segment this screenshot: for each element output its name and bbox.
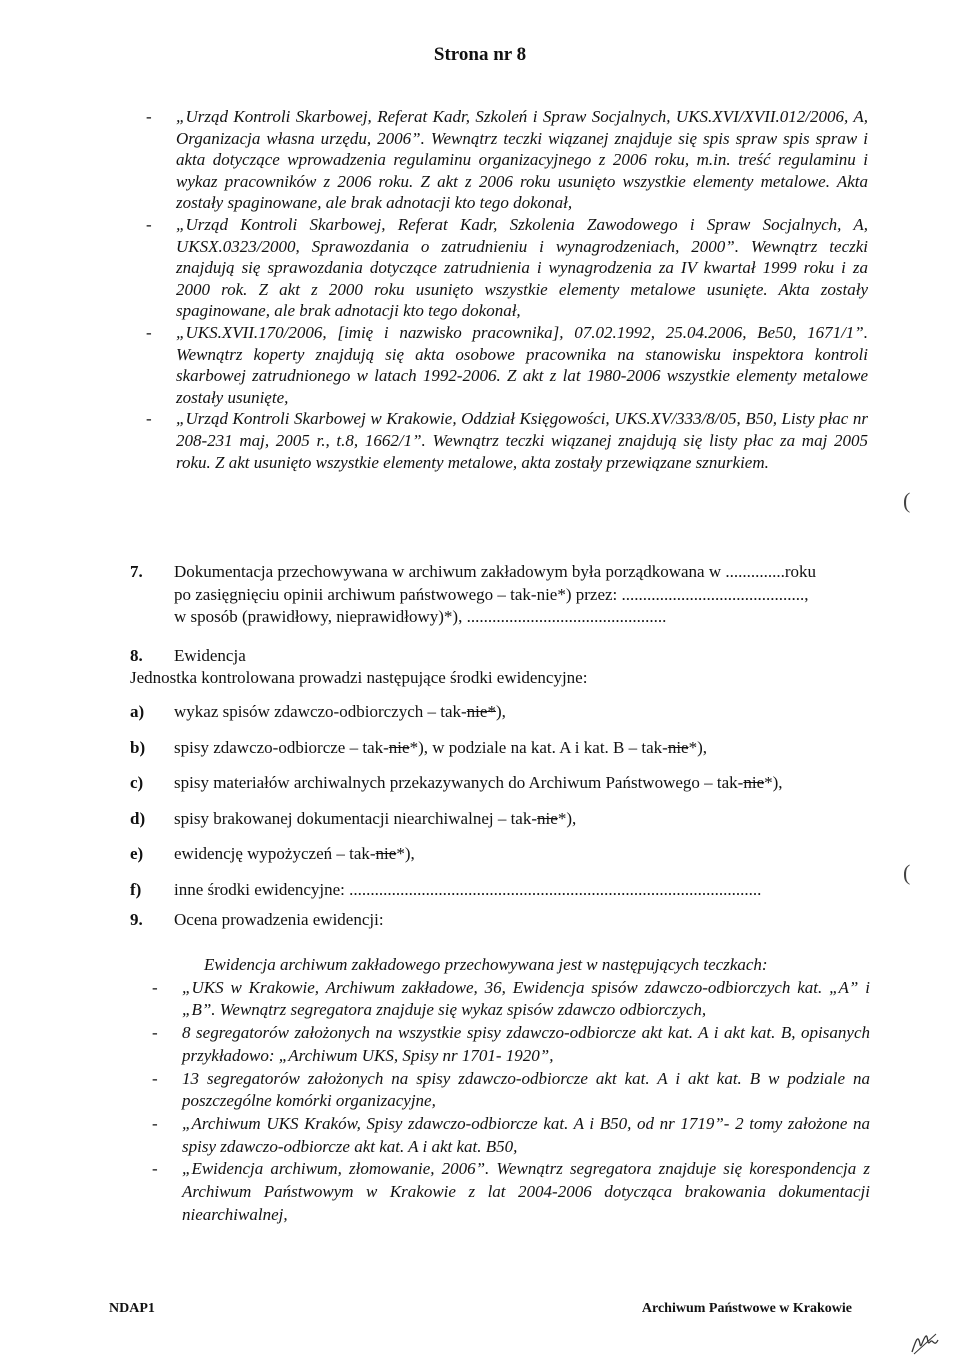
section-7-line-2: po zasięgnięciu opinii archiwum państwowego – tak-nie*) przez: ..........................................., bbox=[174, 584, 809, 604]
item-letter: e) bbox=[130, 844, 144, 864]
list-item-text: 13 segregatorów założonych na spisy zdawczo-odbiorcze akt kat. A i akt kat. B w podziale na poszczególne komórki organizacyjne, bbox=[182, 1068, 870, 1111]
item-text: inne środki ewidencyjne: ................................................................................................. bbox=[174, 879, 762, 899]
struck-text: nie* bbox=[466, 702, 496, 721]
list-item bbox=[138, 214, 868, 322]
list-item-text: „UKS w Krakowie, Archiwum zakładowe, 36, Ewidencja spisów zdawczo-odbiorczych kat. „A” i „B”. Wewnątrz segregatora znajduje się wykaz spisów zdawczo odbiorczych, bbox=[182, 977, 870, 1020]
struck-text: nie bbox=[667, 737, 689, 757]
section-number: 7. bbox=[130, 562, 143, 581]
page-number-title: Strona nr 8 bbox=[433, 44, 527, 65]
item-text: spisy materiałów archiwalnych przekazywanych do Archiwum Państwowego – tak- bbox=[174, 773, 744, 793]
list-item bbox=[138, 322, 868, 408]
records-list bbox=[130, 977, 870, 1227]
item-tail: *), bbox=[688, 737, 708, 757]
margin-bracket-mark: ( bbox=[903, 860, 911, 885]
list-dash: - bbox=[146, 107, 152, 126]
list-item bbox=[130, 808, 870, 844]
item-text: wykaz spisów zdawczo-odbiorczych – tak- bbox=[174, 702, 467, 721]
section-title: Ocena prowadzenia ewidencji: bbox=[174, 910, 384, 929]
section-number: 9. bbox=[130, 910, 143, 929]
list-item bbox=[130, 701, 870, 737]
footer-institution: Archiwum Państwowe w Krakowie bbox=[641, 1301, 852, 1316]
list-item bbox=[130, 772, 870, 808]
item-tail: *), bbox=[764, 773, 783, 793]
item-text: spisy brakowanej dokumentacji niearchiwalnej – tak- bbox=[174, 808, 538, 828]
list-dash: - bbox=[146, 214, 152, 234]
item-tail: *), bbox=[396, 844, 415, 864]
list-item bbox=[130, 977, 870, 1022]
list-item bbox=[130, 1113, 870, 1158]
footer-form-code: NDAP1 bbox=[109, 1301, 155, 1316]
struck-text: nie bbox=[743, 773, 765, 793]
list-item-text: „Urząd Kontroli Skarbowej, Referat Kadr, Szkolenia Zawodowego i Spraw Socjalnych, A, UKSX.0323/2000, Sprawozdania o zatrudnieniu i wynagrodzeniach, 2000”. Wewnątrz teczki znajdują się sprawozdania dotyczące zatrudnienia i wynagrodzenia za IV kwartał 1999 roku i za 2000 rok. Z akt z 2000 roku usunięto wszystkie elementy metalowe usunięte. Akta zostały spaginowane, ale brak adnotacji kto tego dokonał, bbox=[176, 214, 868, 321]
section-intro: Jednostka kontrolowana prowadzi następujące środki ewidencyjne: bbox=[130, 668, 588, 687]
item-letter: c) bbox=[130, 773, 144, 793]
struck-text: nie bbox=[537, 808, 558, 828]
list-dash: - bbox=[152, 1159, 158, 1179]
section-title: Ewidencja bbox=[174, 646, 246, 665]
list-dash: - bbox=[152, 977, 158, 997]
section-7 bbox=[130, 561, 870, 629]
item-letter: f) bbox=[130, 879, 142, 899]
list-item-text: „Archiwum UKS Kraków, Spisy zdawczo-odbiorcze kat. A i B50, od nr 1719”- 2 tomy założone na spisy zdawczo-odbiorcze akt kat. A i akt kat. B50, bbox=[182, 1113, 870, 1156]
list-item bbox=[130, 737, 870, 773]
item-letter: d) bbox=[130, 808, 146, 828]
list-item-text: „Ewidencja archiwum, złomowanie, 2006”. Wewnątrz segregatora znajduje się korespondencja z Archiwum Państwowym w Krakowie z lat 2004-2006 dotycząca brakowania dokumentacji niearchiwalnej, bbox=[182, 1159, 870, 1224]
list-item bbox=[130, 843, 870, 879]
case-files-list bbox=[138, 106, 868, 473]
section-intro: Ewidencja archiwum zakładowego przechowywana jest w następujących teczkach: bbox=[204, 955, 768, 974]
list-item-text: „Urząd Kontroli Skarbowej w Krakowie, Oddział Księgowości, UKS.XV/333/8/05, B50, Listy płac nr 208-231 maj, 2005 r., t.8, 1662/1”. Wewnątrz teczki wiązanej znajdują się listy płac za maj 2005 roku. Z akt usunięto wszystkie elementy metalowe, akta zostały przewiązane sznurkiem. bbox=[176, 409, 868, 472]
section-7-line-1: Dokumentacja przechowywana w archiwum zakładowym była porządkowana w ..............roku bbox=[174, 562, 817, 581]
item-text: ewidencję wypożyczeń – tak- bbox=[174, 844, 376, 864]
list-item bbox=[130, 1158, 870, 1226]
item-letter: a) bbox=[130, 702, 145, 721]
list-item bbox=[138, 106, 868, 214]
list-dash: - bbox=[152, 1113, 158, 1133]
list-dash: - bbox=[146, 322, 152, 342]
list-item bbox=[130, 1068, 870, 1113]
struck-text: nie bbox=[375, 844, 397, 864]
margin-bracket-mark: ( bbox=[903, 488, 911, 513]
list-dash: - bbox=[146, 409, 152, 429]
list-dash: - bbox=[152, 1068, 158, 1088]
list-item-text: 8 segregatorów założonych na wszystkie spisy zdawczo-odbiorcze akt kat. A i akt kat. B, opisanych przykładowo: „Archiwum UKS, Spisy nr 1701- 1920”, bbox=[182, 1023, 870, 1065]
list-dash: - bbox=[152, 1023, 158, 1043]
list-item bbox=[138, 408, 868, 473]
item-tail: *), w podziale na kat. A i kat. B – tak- bbox=[409, 737, 668, 757]
section-7-line-3: w sposób (prawidłowy, nieprawidłowy)*), ............................................... bbox=[174, 607, 667, 626]
item-tail: *), bbox=[557, 808, 577, 828]
section-8 bbox=[130, 645, 870, 915]
section-9 bbox=[130, 909, 870, 1226]
item-tail: ), bbox=[495, 702, 506, 721]
handwritten-initials bbox=[908, 1330, 942, 1356]
list-item-text: „UKS.XVII.170/2006, [imię i nazwisko pracownika], 07.02.1992, 25.04.2006, Be50, 1671/1”. Wewnątrz koperty znajdują się akta osobowe pracownika na stanowisku inspektora kontroli skarbowej zatrudnionego w latach 1992-2006. Z akt z lat 1980-2006 wszystkie elementy metalowe zostały usunięte, bbox=[176, 322, 868, 407]
list-item bbox=[130, 1022, 870, 1067]
section-number: 8. bbox=[130, 646, 143, 665]
item-letter: b) bbox=[130, 737, 146, 757]
struck-text: nie bbox=[388, 737, 410, 757]
item-text: spisy zdawczo-odbiorcze – tak- bbox=[174, 737, 389, 757]
list-item-text: „Urząd Kontroli Skarbowej, Referat Kadr, Szkoleń i Spraw Socjalnych, UKS.XVI/XVII.012/2006, A, Organizacja własna urzędu, 2006”. Wewnątrz teczki wiązanej znajduje się spis spraw spis spraw i akta dotyczące wprowadzenia regulaminu organizacyjnego z 2006 roku, m.in. treść regulaminu i wykaz pracowników z 2006 roku. Z akt z 2006 roku usunięto wszystkie elementy metalowe. Akta zostały spaginowane, ale brak adnotacji kto tego dokonał, bbox=[176, 107, 868, 213]
